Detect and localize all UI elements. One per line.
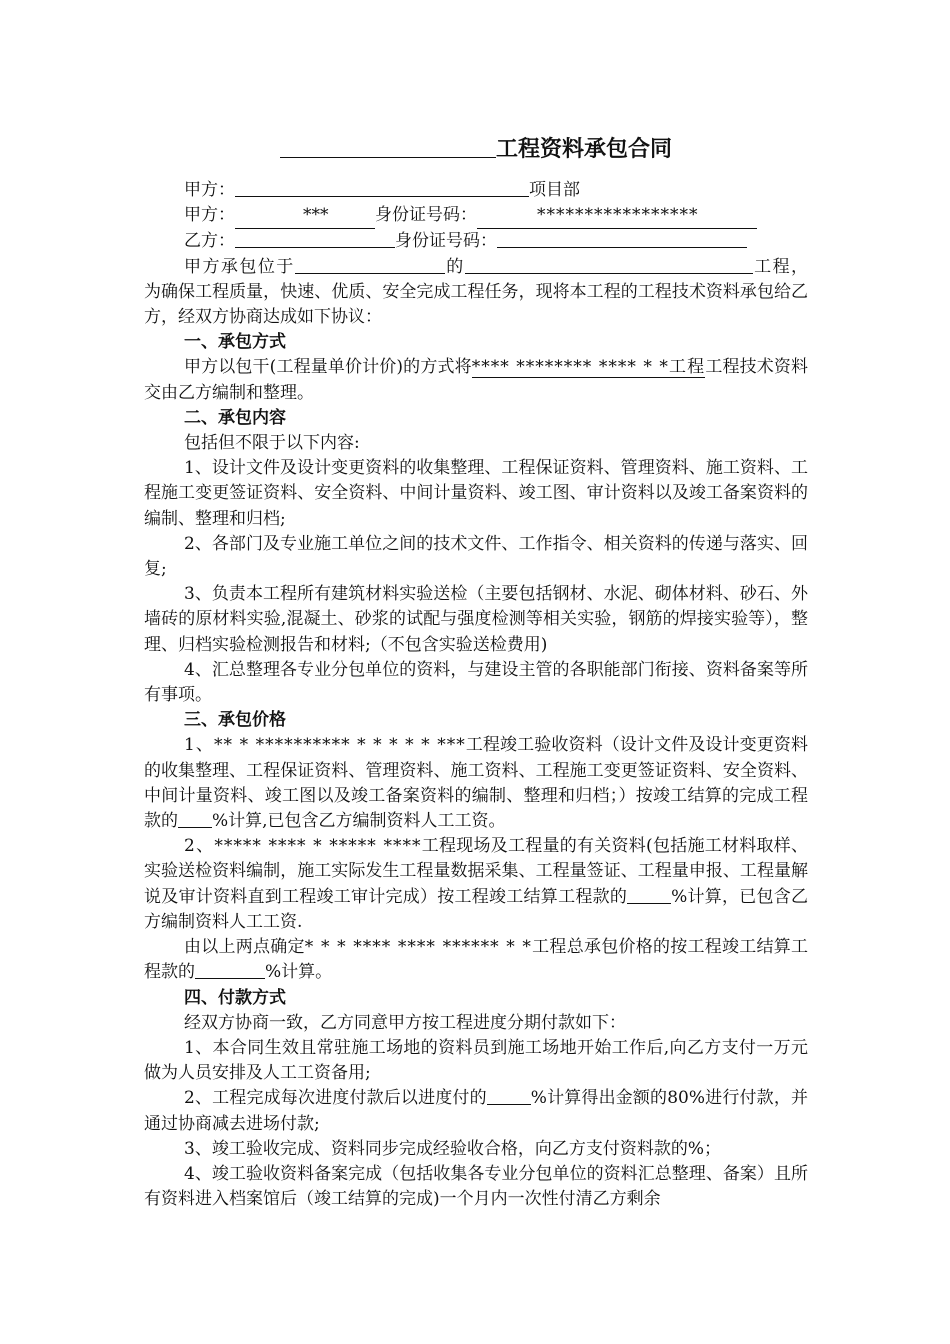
section-4-item-2: 2、工程完成每次进度付款后以进度付的 %计算得出金额的80%进行付款，并通过协商减去进场付款; [144,1088,808,1134]
section-1-paragraph: 甲方以包干(工程量单价计价)的方式将**** ******** **** * *工程工程技术资料交由乙方编制和整理。 [144,357,808,403]
section-2-lead: 包括但不限于以下内容: [184,433,360,454]
intro-project-blank [465,255,753,274]
section-4-lead: 经双方协商一致，乙方同意甲方按工程进度分期付款如下： [184,1012,626,1033]
party-a2-line [144,203,808,229]
party-a2-label: 甲方： [184,205,235,226]
party-a2-id-label: 身份证号码： [375,205,477,226]
section-3-item-1: 1、** * ********** * * * * * ***工程竣工验收资料（设计文件及设计变更资料的收集整理、工程保证资料、管理资料、施工资料、工程施工变更签证资料、安全资料、中间计量资料、竣工图以及竣工备案资料的编制、整理和归档；）按竣工结算的完成工程款的 %计算,已包含乙方编制资料人工工资。 [144,735,809,832]
section-4-item-4: 4、竣工验收资料备案完成（包括收集各专业分包单位的资料汇总整理、备案）且所有资料进入档案馆后（竣工结算的完成)一个月内一次性付清乙方剩余 [144,1163,808,1210]
section-3-item-3: 由以上两点确定* * * **** **** ****** * *工程总承包价格的按工程竣工结算工程款的 %计算。 [144,937,809,983]
section-1-project-name: **** ******** **** * *工程 [471,357,706,378]
party-a2-name: *** [235,203,375,229]
contract-page [144,128,808,1212]
section-2-heading: 二、承包内容 [184,407,286,428]
party-a-blank [235,178,529,197]
party-b-id-label: 身份证号码： [395,231,497,252]
section-1-heading: 一、承包方式 [184,332,286,353]
section-2-item-3: 3、负责本工程所有建筑材料实验送检（主要包括钢材、水泥、砌体材料、砂石、外墙砖的原材料实验,混凝土、砂浆的试配与强度检测等相关实验，钢筋的焊接实验等），整理、归档实验检测报告和材料;（不包含实验送检费用) [144,584,808,655]
section-4-item-3: 3、竣工验收完成、资料同步完成经验收合格，向乙方支付资料款的%； [184,1138,721,1159]
party-a-label: 甲方： [184,180,235,200]
party-a2-id-value: ***************** [477,203,757,229]
section-2-item-1: 1、设计文件及设计变更资料的收集整理、工程保证资料、管理资料、施工资料、工程施工变更签证资料、安全资料、中间计量资料、竣工图、审计资料以及竣工备案资料的编制、整理和归档; [144,458,808,529]
section-4-item-1: 1、本合同生效且常驻施工场地的资料员到施工场地开始工作后,向乙方支付一万元做为人员安排及人工工资备用; [144,1037,808,1084]
section-3-item-2: 2、***** **** * ***** ****工程现场及工程量的有关资料(包括施工材料取样、实验送检资料编制，施工实际发生工程量数据采集、工程量签证、工程量申报、工程量解说及审计资料直到工程竣工审计完成）按工程竣工结算工程款的 %计算，已包含乙方编制资料人工工资. [144,836,809,932]
section-3-item-3-blank [195,960,265,979]
title-blank [280,139,496,158]
section-3-heading: 三、承包价格 [184,710,286,731]
party-b-line [144,229,808,254]
title-text: 工程资料承包合同 [495,137,672,162]
party-b-id-blank [497,229,747,248]
section-4-heading: 四、付款方式 [184,987,286,1008]
party-a-suffix: 项目部 [529,180,580,200]
intro-paragraph: 甲方承包位于 的 工程，为确保工程质量，快速、优质、安全完成工程任务，现将本工程的工程技术资料承包给乙方，经双方协商达成如下协议： [144,256,809,328]
section-3-item-2-blank [627,885,671,904]
section-2-item-4: 4、汇总整理各专业分包单位的资料，与建设主管的各职能部门衔接、资料备案等所有事项。 [144,659,808,706]
section-2-item-2: 2、各部门及专业施工单位之间的技术文件、工作指令、相关资料的传递与落实、回复; [144,533,808,580]
intro-location-blank [295,255,445,274]
party-b-blank [235,229,395,248]
section-4-item-2-blank [487,1086,531,1105]
party-b-label: 乙方： [184,231,235,252]
section-3-item-1-blank [178,809,212,828]
contract-title [144,132,808,168]
party-a-line [144,178,808,203]
